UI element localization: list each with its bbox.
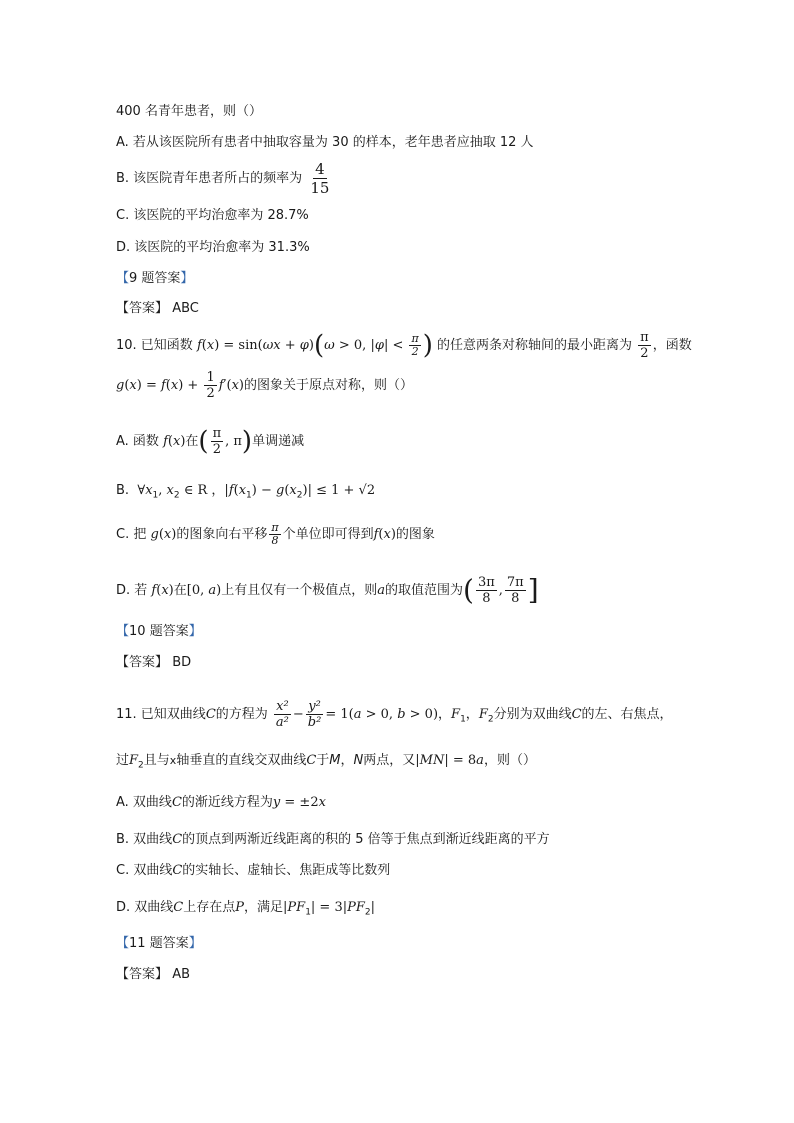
q11-option-b: B. 双曲线C的顶点到两渐近线距离的积的 5 倍等于焦点到渐近线距离的平方	[116, 832, 550, 847]
q11-answer	[116, 966, 190, 984]
q10-option-b: B. $\forall x_1$, $x_2$ ∈ R ，$|f(x_1) - g(x_2)| \le 1 + √2$	[116, 483, 376, 501]
q10-a-suffix: 单调递减	[252, 434, 305, 449]
q10-stem-a: 10. 已知函数	[116, 338, 193, 353]
q10-b-prefix: B.	[116, 483, 130, 498]
q10-stem-line1: 10. 已知函数 f(x) = sin(ωx + φ)(ω > 0, |φ| < $\frac{\pi}{2}$ ) 的任意两条对称轴间的最小距离为 $\frac{\pi}{2}$ ，函数	[116, 330, 692, 361]
q10-c-mid: 的图象向右平移	[176, 527, 268, 542]
q10-formula-f: f	[196, 338, 202, 353]
q11-d-prefix: D. 双曲线	[116, 900, 174, 915]
q11-c-prefix: C. 双曲线	[116, 863, 173, 878]
q11-stem-b: 的方程为	[215, 707, 268, 722]
q11-line2-f: 两点，又	[363, 753, 416, 768]
q10-option-c: C. 把 g(x)的图象向右平移 $\frac{\pi}{8}$ 个单位即可得到f(x)的图象	[116, 521, 435, 547]
q11-option-a: A. 双曲线C的渐近线方程为y = ±2x	[116, 795, 326, 810]
q9-answer-value: ABC	[172, 301, 199, 316]
q11-line2-c: 轴垂直的直线交双曲线	[176, 753, 307, 768]
q11-d-text2: ，满足	[244, 900, 284, 915]
q9-answer-label: 答案	[129, 301, 156, 316]
q9-option-b-text: B. 该医院青年患者所占的频率为	[116, 171, 303, 186]
q10-half-pi: $\frac{\pi}{2}$	[640, 330, 649, 361]
q9-answer	[116, 300, 199, 318]
q11-line2-e: ，	[340, 753, 354, 768]
q9-option-a: A. 若从该医院所有患者中抽取容量为 30 的样本，老年患者应抽取 12 人	[116, 135, 534, 150]
q11-stem-e: 分别为双曲线	[493, 707, 572, 722]
q11-answer-label: 答案	[129, 967, 156, 982]
q11-stem-a: 11. 已知双曲线	[116, 707, 206, 722]
q10-one-half: $\frac{1}{2}$	[206, 370, 215, 401]
q11-stem-line1: 11. 已知双曲线C的方程为 $\frac{\text{x²}}{\text{a²}}$ − $\frac{\text{y²}}{\text{b²}}$ = 1(a > 0, b > 0)，$F_1$，$F_2$分别为双曲线C的左、右焦点，	[116, 699, 673, 730]
q10-d-mid3: 的取值范围为	[384, 583, 463, 598]
bracket-open: 【	[116, 936, 130, 951]
q10-c-prefix: C. 把	[116, 527, 147, 542]
q10-d-mid: 在	[173, 583, 187, 598]
q11-a-mid: 的渐近线方程为	[181, 795, 273, 810]
q10-a-mid: 在	[185, 434, 199, 449]
q9-option-d: D. 该医院的平均治愈率为 31.3%	[116, 240, 310, 255]
q11-stem-d: ，	[465, 707, 479, 722]
q10-answer-header-text: 10 题答案	[129, 624, 189, 639]
q9-option-b	[116, 160, 333, 197]
q10-stem-line2: g(x) = f(x) + $\frac{1}{2}$ f′(x)的图象关于原点对称，则（）	[116, 370, 414, 401]
q10-answer-label: 答案	[129, 655, 156, 670]
q10-answer-header	[116, 623, 202, 641]
q9-b-den: 15	[310, 179, 330, 197]
bracket-close: 】	[155, 301, 169, 316]
q11-b-text: 的顶点到两渐近线距离的积的 5 倍等于焦点到渐近线距离的平方	[182, 832, 550, 847]
bracket-open: 【	[116, 271, 130, 286]
bracket-close: 】	[155, 655, 169, 670]
q10-pi-over-2: $\frac{\pi}{2}$	[411, 332, 419, 358]
q11-answer-value: AB	[172, 967, 190, 982]
q11-answer-header-text: 11 题答案	[129, 936, 189, 951]
q10-answer-value: BD	[172, 655, 192, 670]
q11-line2-a: 过	[116, 753, 130, 768]
bracket-open: 【	[116, 655, 130, 670]
q10-a-prefix: A. 函数	[116, 434, 159, 449]
q11-line2-d: 于	[316, 753, 330, 768]
q11-stem-c: ，	[438, 707, 452, 722]
q11-answer-header	[116, 935, 202, 953]
q10-stem-d: 的图象关于原点对称，则（）	[244, 378, 414, 393]
q11-b-prefix: B. 双曲线	[116, 832, 173, 847]
q10-option-d: D. 若 f(x)在[0, a)上有且仅有一个极值点，则a的取值范围为( $\frac{3\pi}{8}$ , $\frac{7\pi}{8}$ ]	[116, 573, 539, 607]
q11-d-text: 上存在点	[183, 900, 236, 915]
q11-line2-g: ，则（）	[483, 753, 536, 768]
q10-answer	[116, 654, 191, 672]
q9-b-num: 4	[315, 160, 325, 178]
q10-c-mid2: 个单位即可得到	[282, 527, 374, 542]
q11-stem-line2: 过$F_2$且与x轴垂直的直线交双曲线C于M，N两点，又|MN| = 8a，则（）	[116, 753, 536, 771]
q11-stem-f: 的左、右焦点，	[581, 707, 673, 722]
q10-option-a: A. 函数 f(x)在( $\frac{\pi}{2}$ , π)单调递减	[116, 426, 305, 457]
bracket-open: 【	[116, 624, 130, 639]
q9-intro: 400 名青年患者，则（）	[116, 104, 262, 119]
q11-a-prefix: A. 双曲线	[116, 795, 172, 810]
bracket-open: 【	[116, 967, 130, 982]
q10-d-mid2: 上有且仅有一个极值点，则	[221, 583, 378, 598]
bracket-close: 】	[188, 624, 202, 639]
q9-option-c: C. 该医院的平均治愈率为 28.7%	[116, 208, 309, 223]
q11-option-d: D. 双曲线C上存在点P，满足$|PF_1| = 3|PF_2|$	[116, 900, 376, 918]
q10-d-prefix: D. 若	[116, 583, 148, 598]
q11-option-c: C. 双曲线C的实轴长、虚轴长、焦距成等比数列	[116, 863, 391, 878]
q11-line2-b: 且与	[143, 753, 170, 768]
q10-stem-c: ，函数	[652, 338, 692, 353]
q10-stem-b: 的任意两条对称轴间的最小距离为	[437, 338, 633, 353]
q9-answer-header	[116, 270, 193, 288]
bracket-close: 】	[180, 271, 194, 286]
q9-answer-header-text: 9 题答案	[129, 271, 181, 286]
q10-c-suffix: 的图象	[395, 527, 435, 542]
q9-option-b-fraction	[308, 160, 331, 197]
bracket-close: 】	[155, 967, 169, 982]
bracket-close: 】	[188, 936, 202, 951]
q11-c-text: 的实轴长、虚轴长、焦距成等比数列	[182, 863, 391, 878]
bracket-open: 【	[116, 301, 130, 316]
